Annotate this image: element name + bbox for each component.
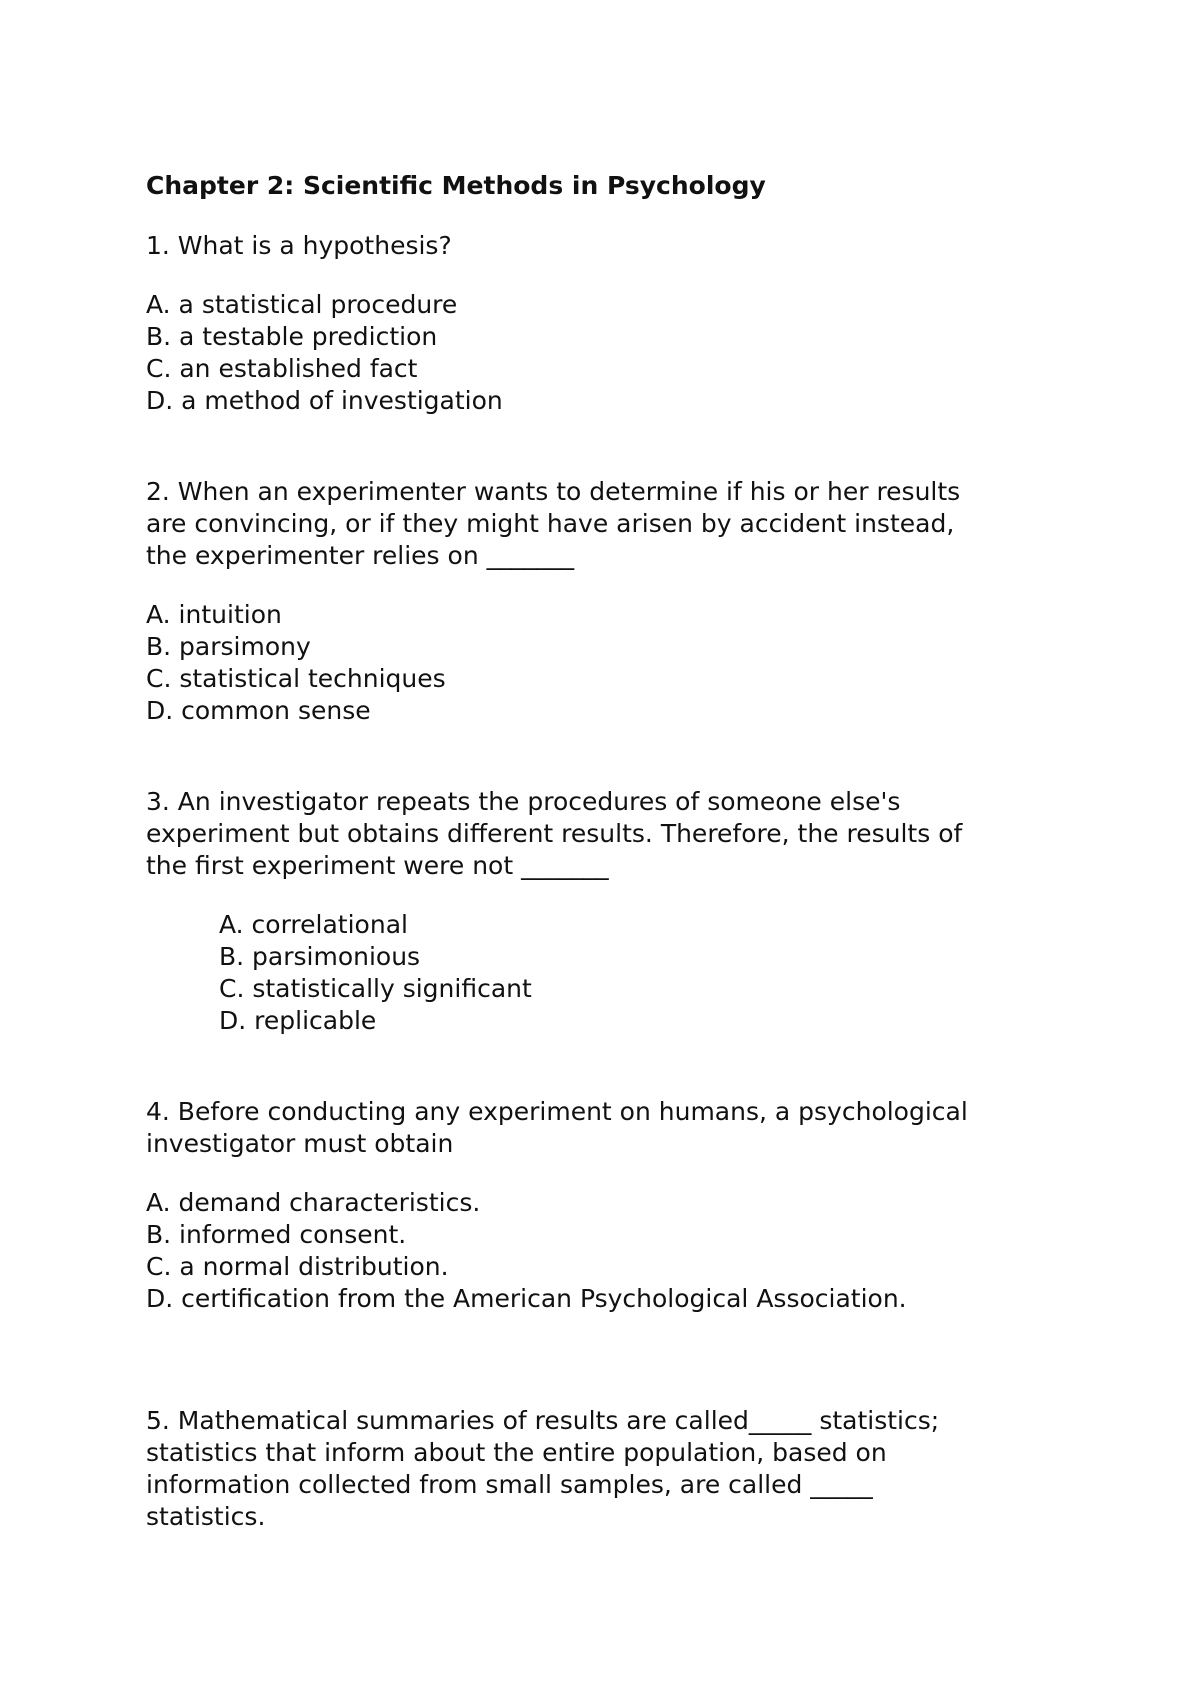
question-2-text bbox=[146, 476, 1076, 572]
question-4 bbox=[146, 1096, 1076, 1315]
page-title: Chapter 2: Scientific Methods in Psychology bbox=[146, 171, 766, 200]
question-1-options bbox=[146, 289, 1076, 417]
option-a: A. a statistical procedure bbox=[146, 290, 458, 319]
option-a: A. correlational bbox=[219, 910, 408, 939]
option-a: A. intuition bbox=[146, 600, 282, 629]
question-line: 2. When an experimenter wants to determine if his or her results bbox=[146, 477, 961, 506]
option-b: B. parsimony bbox=[146, 632, 311, 661]
question-line: 4. Before conducting any experiment on humans, a psychological bbox=[146, 1097, 968, 1126]
question-5 bbox=[146, 1405, 1076, 1533]
question-line: investigator must obtain bbox=[146, 1129, 454, 1158]
option-c: C. statistically significant bbox=[219, 974, 532, 1003]
option-c: C. a normal distribution. bbox=[146, 1252, 449, 1281]
question-4-options bbox=[146, 1187, 1076, 1315]
option-d: D. common sense bbox=[146, 696, 371, 725]
question-2-options bbox=[146, 599, 1076, 727]
question-line: 5. Mathematical summaries of results are called_____ statistics; bbox=[146, 1406, 940, 1435]
question-line: are convincing, or if they might have arisen by accident instead, bbox=[146, 509, 955, 538]
option-b: B. parsimonious bbox=[219, 942, 421, 971]
question-line: information collected from small samples, are called _____ bbox=[146, 1470, 873, 1499]
question-3 bbox=[146, 786, 1076, 1037]
document-page bbox=[146, 170, 1076, 1533]
question-line: 1. What is a hypothesis? bbox=[146, 231, 452, 260]
question-line: experiment but obtains different results. Therefore, the results of bbox=[146, 819, 963, 848]
question-3-options bbox=[146, 909, 1076, 1037]
question-4-text bbox=[146, 1096, 1076, 1160]
option-d: D. certification from the American Psychological Association. bbox=[146, 1284, 907, 1313]
question-2 bbox=[146, 476, 1076, 727]
option-d: D. replicable bbox=[219, 1006, 377, 1035]
option-a: A. demand characteristics. bbox=[146, 1188, 481, 1217]
question-line: the first experiment were not _______ bbox=[146, 851, 609, 880]
question-line: the experimenter relies on _______ bbox=[146, 541, 575, 570]
option-d: D. a method of investigation bbox=[146, 386, 503, 415]
question-line: statistics. bbox=[146, 1502, 266, 1531]
question-line: 3. An investigator repeats the procedures of someone else's bbox=[146, 787, 901, 816]
question-line: statistics that inform about the entire population, based on bbox=[146, 1438, 887, 1467]
option-c: C. statistical techniques bbox=[146, 664, 446, 693]
question-1-text bbox=[146, 230, 1076, 262]
option-c: C. an established fact bbox=[146, 354, 418, 383]
option-b: B. informed consent. bbox=[146, 1220, 407, 1249]
question-5-text bbox=[146, 1405, 1076, 1533]
option-b: B. a testable prediction bbox=[146, 322, 438, 351]
question-3-text bbox=[146, 786, 1076, 882]
question-1 bbox=[146, 230, 1076, 417]
